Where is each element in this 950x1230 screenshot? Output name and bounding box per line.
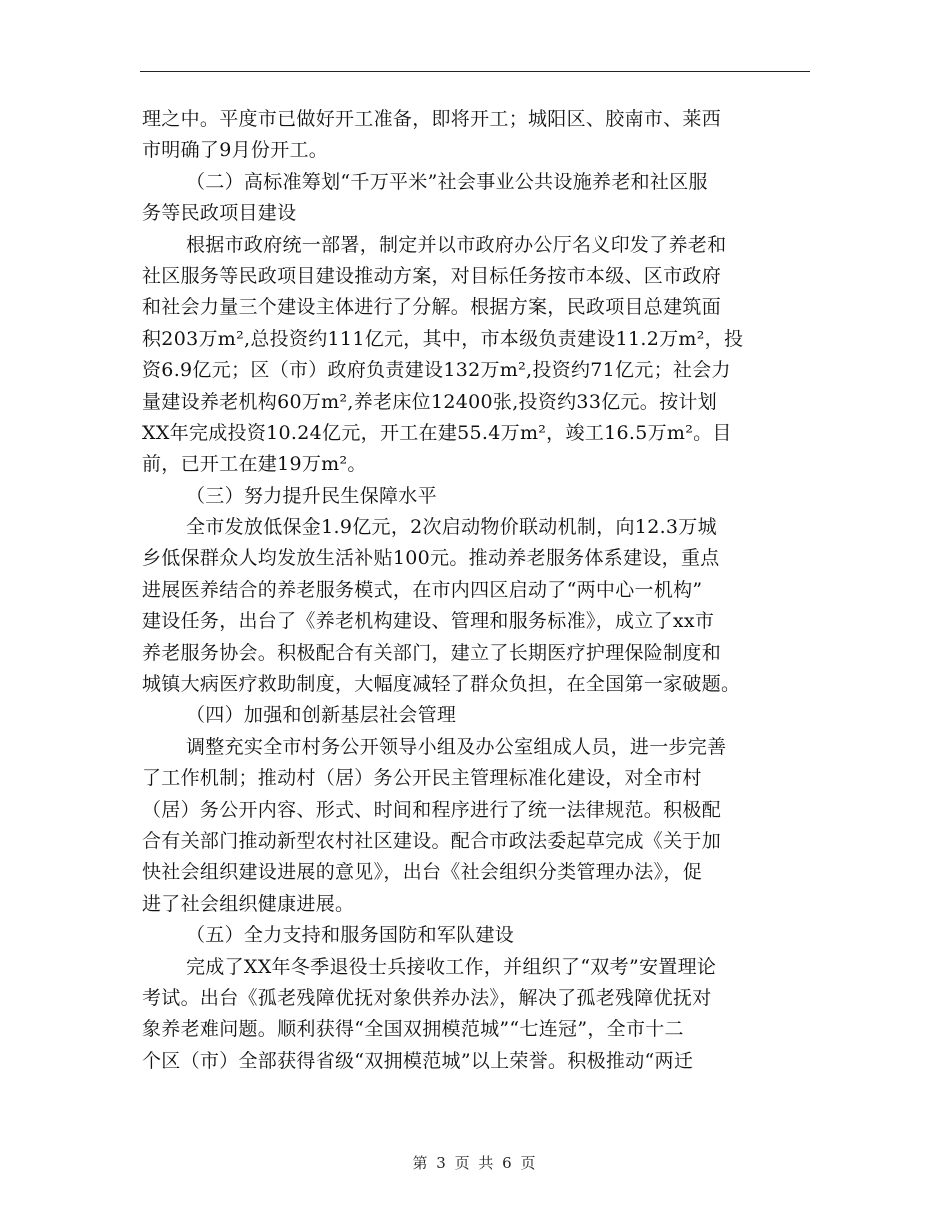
text-line: 根据市政府统一部署，制定并以市政府办公厅名义印发了养老和 [186,233,727,256]
text-line: 和社会力量三个建设主体进行了分解。根据方案，民政项目总建筑面 [142,296,722,319]
text-line: 养老服务协会。积极配合有关部门，建立了长期医疗护理保险制度和 [142,641,722,664]
text-line: 积203万m²,总投资约111亿元，其中，市本级负责建设11.2万m²，投 [142,327,744,350]
text-line: 合有关部门推动新型农村社区建设。配合市政法委起草完成《关于加 [142,829,722,852]
text-line: 乡低保群众人均发放生活补贴100元。推动养老服务体系建设，重点 [142,547,720,570]
text-line: 务等民政项目建设 [142,202,297,225]
text-line: 前，已开工在建19万m²。 [142,453,367,476]
header-rule [140,71,810,72]
text-line: 完成了XX年冬季退役士兵接收工作，并组织了“双考”安置理论 [186,955,717,978]
text-line: 城镇大病医疗救助制度，大幅度减轻了群众负担，在全国第一家破题。 [142,673,741,696]
text-line: 快社会组织建设进展的意见》，出台《社会组织分类管理办法》，促 [142,861,703,884]
text-line: 资6.9亿元；区（市）政府负责建设132万m²,投资约71亿元；社会力 [142,359,731,382]
text-line: （二）高标准筹划“千万平米”社会事业公共设施养老和社区服 [186,170,708,193]
text-line: 进展医养结合的养老服务模式，在市内四区启动了“两中心一机构” [142,578,703,601]
text-line: 社区服务等民政项目建设推动方案，对目标任务按市本级、区市政府 [142,264,722,287]
text-line: 考试。出台《孤老残障优抚对象供养办法》，解决了孤老残障优抚对 [142,986,712,1009]
text-line: 调整充实全市村务公开领导小组及办公室组成人员，进一步完善 [186,735,727,758]
text-line: 象养老难问题。顺利获得“全国双拥模范城”“七连冠”，全市十二 [142,1018,684,1041]
page-number-footer: 第 3 页 共 6 页 [412,1154,538,1172]
text-line: 进了社会组织健康进展。 [142,892,355,915]
text-line: （四）加强和创新基层社会管理 [186,704,457,727]
text-line: 个区（市）全部获得省级“双拥模范城”以上荣誉。积极推动“两迁 [142,1049,694,1072]
text-line: （居）务公开内容、形式、时间和程序进行了统一法律规范。积极配 [142,798,722,821]
text-line: 全市发放低保金1.9亿元，2次启动物价联动机制，向12.3万城 [186,516,717,539]
text-line: 了工作机制；推动村（居）务公开民主管理标准化建设，对全市村 [142,767,702,790]
text-line: 理之中。平度市已做好开工准备，即将开工；城阳区、胶南市、莱西 [142,108,722,130]
text-line: 建设任务，出台了《养老机构建设、管理和服务标准》，成立了xx市 [142,610,715,633]
document-body [142,104,810,1077]
text-line: （三）努力提升民生保障水平 [186,484,437,507]
text-line: 市明确了9月份开工。 [142,139,329,162]
text-line: 量建设养老机构60万m²,养老床位12400张,投资约33亿元。按计划 [142,390,718,413]
text-line: （五）全力支持和服务国防和军队建设 [186,924,515,947]
text-line: XX年完成投资10.24亿元，开工在建55.4万m²，竣工16.5万m²。目 [142,421,732,444]
